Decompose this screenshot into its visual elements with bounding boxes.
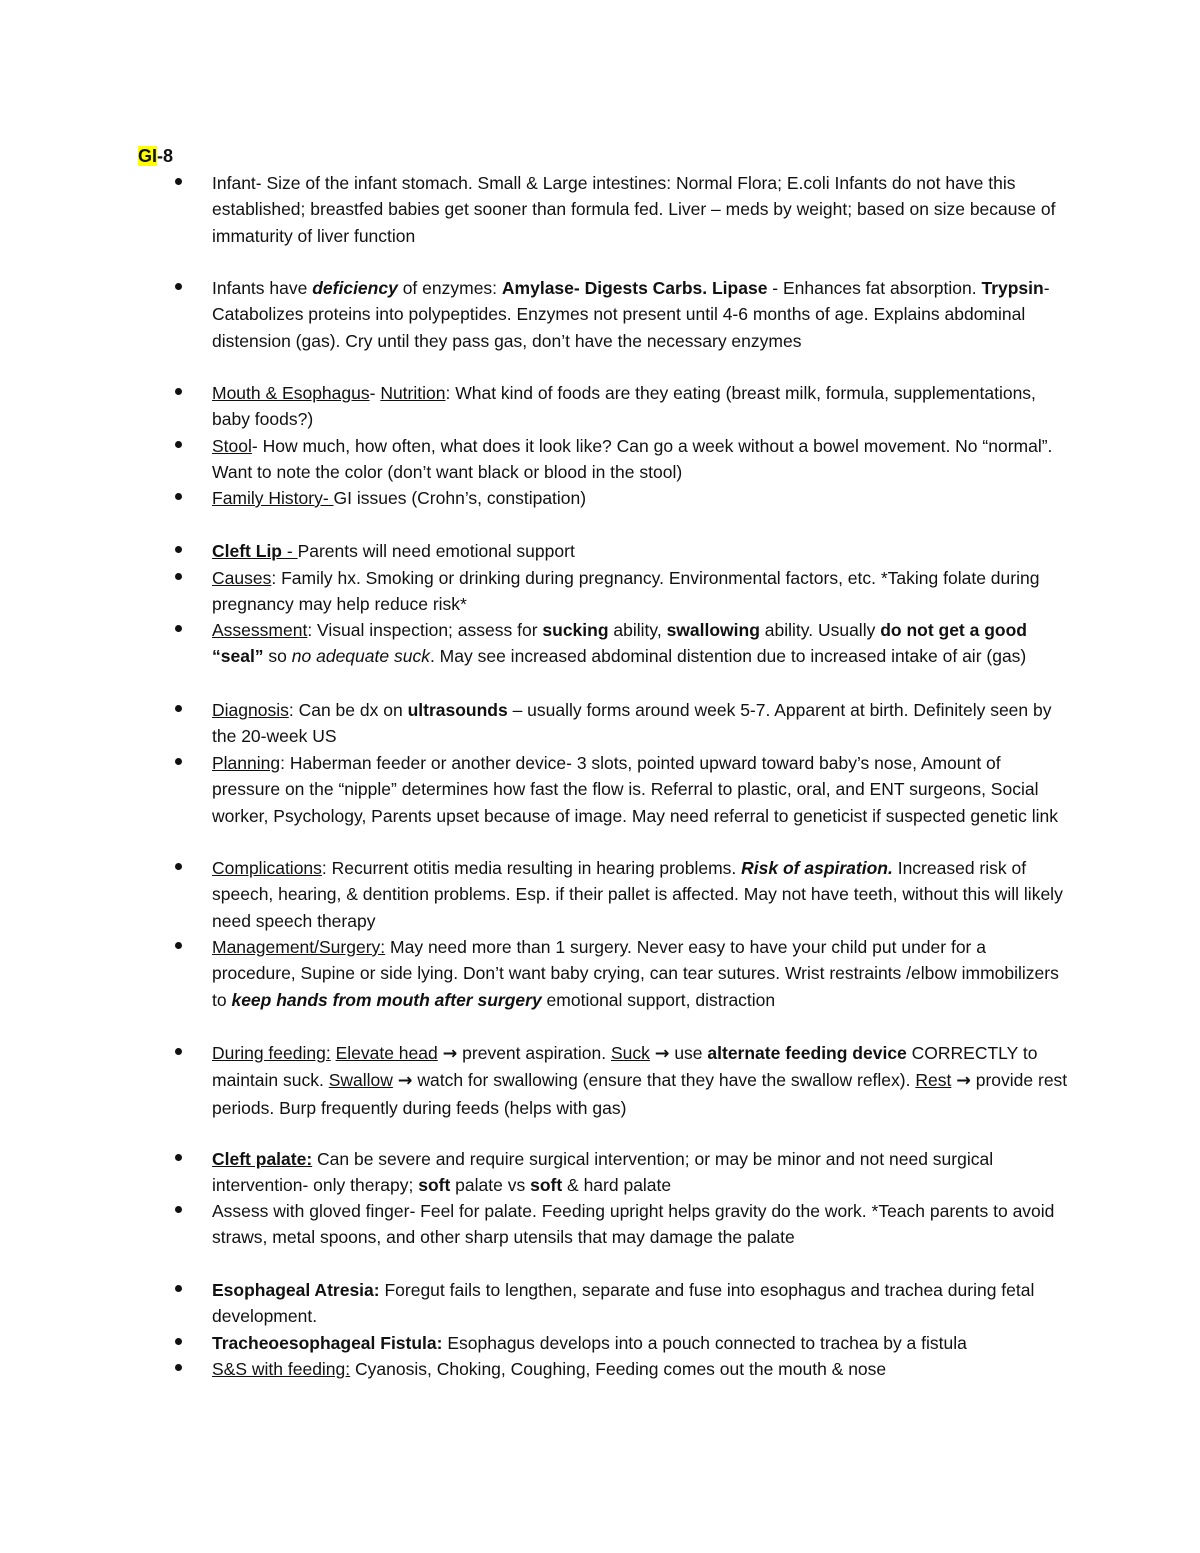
text-run: & hard palate — [562, 1175, 672, 1196]
text-run: S&S with feeding: — [212, 1359, 351, 1379]
text-run: soft — [530, 1175, 563, 1196]
text-run: Infants have — [212, 278, 313, 298]
text-run: - Enhances fat absorption. — [767, 278, 982, 298]
text-run: ability. Usually — [759, 620, 881, 640]
title-suffix: -8 — [157, 146, 174, 166]
list-item — [212, 1040, 1072, 1121]
bullet-marker — [173, 572, 184, 583]
text-run: . May see increased abdominal distention due to increased intake of air (gas) — [429, 646, 1027, 667]
text-run: Cyanosis, Choking, Coughing, Feeding comes out the mouth & nose — [350, 1359, 887, 1379]
text-run: Trypsin — [981, 278, 1044, 298]
list-item — [212, 1198, 1072, 1251]
text-run: emotional support, distraction — [541, 989, 776, 1010]
text-run: sucking — [542, 620, 609, 640]
text-run: Causes — [212, 568, 272, 588]
text-run: Suck — [611, 1043, 650, 1063]
bullet-marker — [173, 1047, 184, 1058]
text-run: Parents will need emotional support — [297, 541, 575, 561]
text-run: swallowing — [666, 620, 760, 640]
text-run: Tracheoesophageal Fistula: — [212, 1333, 443, 1353]
bullet-marker — [173, 624, 184, 635]
bullet-marker — [173, 704, 184, 715]
text-run: Elevate head — [335, 1043, 438, 1063]
bullet-marker — [173, 941, 184, 952]
text-run: Infant- Size of the infant stomach. Small & Large intestines: Normal Flora; E.coli Infants do not have this established; breastfed babies get sooner than formula fed. Liver – meds by weight; based on size because of immaturity of liver function — [212, 173, 1056, 246]
text-run: Management/Surgery: — [212, 937, 386, 957]
text-run: deficiency — [312, 278, 398, 298]
bullet-marker — [173, 282, 184, 293]
text-run: Assessment — [212, 620, 308, 640]
text-run: Risk of aspiration. — [741, 858, 893, 878]
text-run: : Haberman feeder or another device- 3 slots, pointed upward toward baby’s nose, Amount of pressure on the “nipple” determines how fast the flow is. Referral to plastic, oral, and ENT surgeons, Social worker, Psychology, Parents upset because of image. May need referral to geneticist if suspected genetic link — [212, 753, 1058, 826]
text-run: Cleft Lip — [212, 541, 282, 561]
text-run: do not get a good “seal” — [212, 620, 1027, 667]
text-run: Amylase- Digests Carbs. Lipase — [501, 278, 768, 298]
text-run: ability, — [608, 620, 667, 640]
text-run: keep hands from mouth after surgery — [231, 989, 542, 1010]
text-run: no adequate suck — [291, 646, 430, 667]
bullet-marker — [173, 1284, 184, 1295]
text-run: Stool — [212, 436, 252, 456]
list-item — [212, 1356, 1072, 1382]
bullet-marker — [173, 862, 184, 873]
text-run: : Can be dx on — [288, 700, 408, 720]
text-run: Planning — [212, 753, 281, 773]
bullet-marker — [173, 1153, 184, 1164]
text-run: Family History- — [212, 488, 334, 508]
text-run: Assess with gloved finger- Feel for palate. Feeding upright helps gravity do the work. *Teach parents to avoid straws, metal spoons, and other sharp utensils that may damage the palate — [212, 1201, 1055, 1248]
text-run: so — [263, 646, 292, 667]
text-run: Cleft palate: — [212, 1149, 313, 1169]
bullet-marker — [173, 1205, 184, 1216]
text-run: Diagnosis — [212, 700, 289, 720]
text-run: GI issues (Crohn’s, constipation) — [333, 488, 587, 508]
text-run: : Visual inspection; assess for — [307, 620, 543, 640]
bullet-marker — [173, 545, 184, 556]
text-run: During feeding: — [212, 1043, 331, 1063]
text-run: : What kind of foods are they eating (breast milk, formula, supplementations, baby foods?) — [212, 383, 1036, 430]
text-run: – usually forms around week 5-7. Apparent at birth. Definitely seen by the 20-week US — [212, 700, 1052, 747]
bullet-marker — [173, 387, 184, 398]
text-run: Complications — [212, 858, 322, 878]
text-run: - — [369, 383, 381, 403]
text-run: - How much, how often, what does it look like? Can go a week without a bowel movement. No “normal”. Want to note the color (don’t want black or blood in the stool) — [212, 436, 1053, 483]
text-run: Can be severe and require surgical intervention; or may be minor and not need surgical intervention- only therapy; — [212, 1149, 994, 1196]
text-run: - — [282, 541, 298, 561]
text-run: provide rest periods. Burp frequently during feeds (helps with gas) — [212, 1070, 1068, 1118]
bullet-marker — [173, 492, 184, 503]
bullet-marker — [173, 1363, 184, 1374]
bullet-marker — [173, 757, 184, 768]
text-run: May need more than 1 surgery. Never easy to have your child put under for a procedure, Supine or side lying. Don’t want baby crying, can tear sutures. Wrist restraints /elbow immobilizers to — [212, 937, 1059, 1010]
text-run: Esophageal Atresia: — [212, 1280, 380, 1300]
list-item — [212, 617, 1072, 670]
text-run: watch for swallowing (ensure that they have the swallow reflex). — [412, 1070, 916, 1091]
list-item — [212, 433, 1072, 486]
text-run: : Recurrent otitis media resulting in hearing problems. — [321, 858, 742, 878]
list-item — [212, 538, 1072, 564]
text-run: Swallow — [328, 1070, 393, 1091]
text-run: Increased risk of speech, hearing, & dentition problems. Esp. if their pallet is affected. May not have teeth, without this will likely need speech therapy — [212, 858, 1063, 931]
arrow-icon: → — [654, 1044, 670, 1064]
list-item — [212, 170, 1072, 249]
text-run: use — [669, 1043, 708, 1063]
list-item — [212, 565, 1072, 618]
arrow-icon: → — [956, 1071, 971, 1092]
list-item — [212, 1146, 1072, 1199]
arrow-icon: → — [442, 1044, 458, 1064]
text-run: Foregut fails to lengthen, separate and fuse into esophagus and trachea during fetal development. — [212, 1280, 1035, 1327]
arrow-icon: → — [397, 1071, 413, 1092]
bullet-marker — [173, 440, 184, 451]
text-run: alternate feeding device — [707, 1043, 907, 1063]
list-item — [212, 934, 1072, 1013]
text-run: soft — [418, 1175, 451, 1196]
text-run: Esophagus develops into a pouch connected to trachea by a fistula — [442, 1333, 967, 1353]
text-run: Nutrition — [380, 383, 446, 403]
text-run: palate vs — [450, 1175, 531, 1196]
text-run: prevent aspiration. — [457, 1043, 611, 1063]
list-item — [212, 855, 1072, 934]
list-item — [212, 275, 1072, 354]
text-run: : Family hx. Smoking or drinking during pregnancy. Environmental factors, etc. *Taking folate during pregnancy may help reduce risk* — [212, 568, 1040, 615]
text-run: Mouth & Esophagus — [212, 383, 370, 403]
highlighted-title-text: GI — [138, 146, 158, 166]
text-run: ultrasounds — [407, 700, 508, 720]
bullet-marker — [173, 177, 184, 188]
text-run: of enzymes: — [397, 278, 502, 298]
list-item — [212, 750, 1072, 829]
bullet-marker — [173, 1337, 184, 1348]
text-run: Rest — [915, 1070, 952, 1091]
list-item — [212, 380, 1072, 433]
text-run: CORRECTLY to maintain suck. — [212, 1043, 1038, 1091]
list-item — [212, 697, 1072, 750]
text-run: - Catabolizes proteins into polypeptides. Enzymes not present until 4-6 months of age. Explains abdominal distension (gas). Cry until they pass gas, don’t have the necessary enzymes — [212, 278, 1050, 351]
page-title — [138, 143, 173, 169]
list-item — [212, 485, 1072, 511]
list-item — [212, 1277, 1072, 1330]
list-item — [212, 1330, 1072, 1356]
